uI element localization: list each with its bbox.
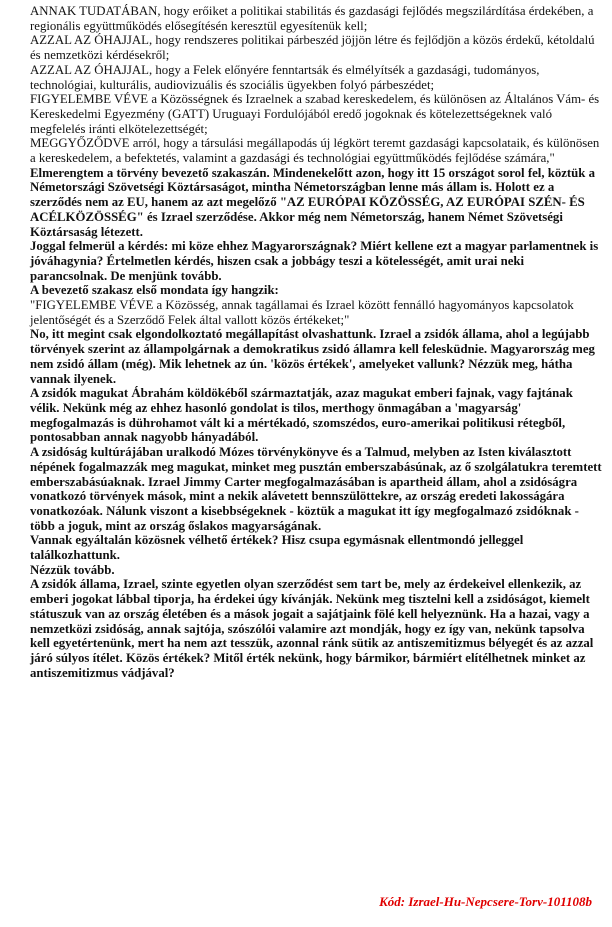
paragraph-9: "FIGYELEMBE VÉVE a Közösség, annak tagállamai és Izrael között fennálló hagyományos kapcsolatok jelentőségét és a Szerződő Felek által vallott közös értékeket;" xyxy=(30,298,574,327)
paragraph-12: A zsidóság kultúrájában uralkodó Mózes törvénykönyve és a Talmud, melyben az Isten kiválasztott népének fogalmazzák meg magukat, minket meg pusztán emberszabásúnak, az ő szolgálatukra teremtett emberszabásúaknak. Izrael Jimmy Carter megfogalmazásában is apartheid állam, ahol a zsidóságra vonatkozó törvények mások, mint a nekik alávetett bennszülöttekre, az ország eredeti lakosságára vonatkozóak. Nálunk viszont a kisebbségeknek - köztük a magukat itt így megfogalmazó zsidóknak - több a joguk, mint az ország őslakos magyarságának. xyxy=(30,445,602,533)
paragraph-6: Elmerengtem a törvény bevezető szakaszán. Mindenekelőtt azon, hogy itt 15 országot sorol fel, köztük a Németországi Szövetségi Köztársaságot, mintha Németországban lenne más állam is. Holott ez a szerződés nem az EU, hanem az azt megelőző "AZ EURÓPAI KÖZÖSSÉG, AZ EURÓPAI SZÉN- ÉS ACÉLKÖZÖSSÉG" és Izrael szerződése. Akkor még nem Németország, hanem Német Szövetségi Köztársaság létezett. xyxy=(30,165,595,239)
paragraph-5: MEGGYŐZŐDVE arról, hogy a társulási megállapodás új légkört teremt gazdasági kapcsolataik, és különösen a kereskedelem, a befektetés, valamint a gazdasági és technológiai együttműködés fejlődése számára," xyxy=(30,136,600,166)
document-code-label: Kód: Izrael-Hu-Nepcsere-Torv-101108b xyxy=(379,894,592,909)
paragraph-8: A bevezető szakasz első mondata így hangzik: xyxy=(30,283,279,298)
paragraph-4: FIGYELEMBE VÉVE a Közösségnek és Izraelnek a szabad kereskedelem, és különösen az Általános Vám- és Kereskedelmi Egyezmény (GATT) Uruguayi Fordulójából eredő jogoknak és kötelezettségeknek való megfelelés iránti elkötelezettségét; xyxy=(30,92,600,136)
paragraph-3: AZZAL AZ ÓHAJJAL, hogy a Felek előnyére fenntartsák és elmélyítsék a gazdasági, tudományos, technológiai, kulturális, audiovizuális és szociális ügyekben folyó párbeszédet; xyxy=(30,62,540,92)
paragraph-10: No, itt megint csak elgondolkoztató megállapítást olvashattunk. Izrael a zsidók állama, ahol a legújabb törvények szerint az állampolgárnak a demokratikus zsidó államra kell felesküdnie. Magyarország meg nem zsidó állam (még). Mik lehetnek az ún. 'közös értékek', amelyeket vallunk? Nézzük meg, hátha vannak ilyenek. xyxy=(30,327,595,386)
paragraph-14: Nézzük tovább. xyxy=(30,562,115,577)
paragraph-2: AZZAL AZ ÓHAJJAL, hogy rendszeres politikai párbeszéd jöjjön létre és fejlődjön a közös érdekű, kétoldalú és nemzetközi kérdésekről; xyxy=(30,33,595,63)
paragraph-15: A zsidók állama, Izrael, szinte egyetlen olyan szerződést sem tart be, mely az érdekeivel ellenkezik, az emberi jogokat lábbal tiporja, ha érdekei úgy kívánják. Nekünk meg tisztelni kell a zsidóságot, kiemelt státuszuk van az ország életében és a mások jogait a sajátjaink fölé kell helyeznünk. Ha a hazai, vagy a nemzetközi zsidóság, annak sajtója, szószólói valamire azt mondják, hogy ez így van, nekünk tapsolva kell egyetértenünk, mert ha nem azt tesszük, azonnal ránk sütik az antiszemitizmus bélyegét és az azzal járó súlyos ítélet. Közös értékek? Mitől érték nekünk, hogy bármikor, bármiért elítélhetnek minket az antiszemitizmus vádjával? xyxy=(30,577,594,680)
paragraph-7: Joggal felmerül a kérdés: mi köze ehhez Magyarországnak? Miért kellene ezt a magyar parlamentnek is jóváhagynia? Értelmetlen kérdés, hiszen csak a jobbágy teszi a kötelességét, amit urai neki parancsolnak. De menjünk tovább. xyxy=(30,239,599,283)
paragraph-13: Vannak egyáltalán közösnek vélhető értékek? Hisz csupa egymásnak ellentmondó jelleggel találkozhattunk. xyxy=(30,533,524,563)
document-body xyxy=(30,4,602,680)
paragraph-1: ANNAK TUDATÁBAN, hogy erőiket a politikai stabilitás és gazdasági fejlődés megszilárdítása érdekében, a regionális együttműködés elősegítésén keresztül egyesítenük kell; xyxy=(30,4,594,33)
paragraph-11: A zsidók magukat Ábrahám köldökéből származtatják, azaz magukat emberi fajnak, vagy fajtának vélik. Nekünk még az ehhez hasonló gondolat is tilos, merthogy önmagában a 'magyarság' megfogalmazás is dührohamot vált ki a mértékadó, szomszédos, euro-amerikai politikusi rétegből, pontosabban annak nagyobb hányadából. xyxy=(30,386,573,445)
